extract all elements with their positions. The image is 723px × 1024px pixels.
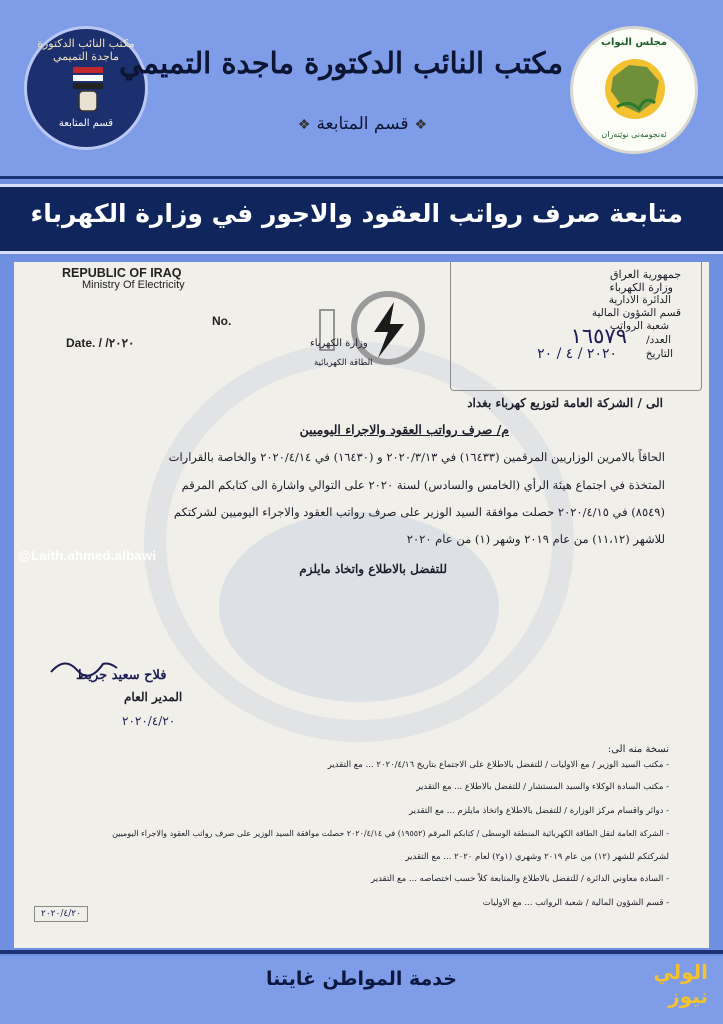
cc-title: نسخة منه الى: bbox=[607, 744, 669, 755]
letter-body-line-0: الحاقاً بالامرين الوزاريين المرقمين (١٦٤٣٣) في ٢٠٢٠/٣/١٣ و (١٦٤٣٠) في ٢٠٢٠/٤/١٤ والخاصة بالقرارات bbox=[168, 450, 665, 464]
news-brand-logo bbox=[620, 956, 712, 1008]
ar-header-4: شعبة الرواتب bbox=[609, 320, 669, 332]
ornament-icon: ❖ bbox=[297, 117, 311, 133]
social-watermark: @Laith.ahmed.albawi bbox=[18, 548, 157, 563]
header bbox=[0, 0, 723, 176]
signatory-name: فلاح سعيد جريط bbox=[76, 668, 167, 683]
ar-header-0: جمهورية العراق bbox=[609, 268, 681, 281]
ar-header-3: قسم الشؤون المالية bbox=[591, 307, 681, 319]
handwritten-date: ٢٠٢٠ / ٤ / ٢٠ bbox=[537, 346, 617, 362]
office-logo-ring-text: مكتب النائب الدكتورة ماجدة التميمي bbox=[37, 37, 135, 63]
footer-slogan: خدمة المواطن غايتنا bbox=[266, 968, 457, 990]
parliament-logo-bottom-text: ئەنجومەنی نوێنەران bbox=[601, 130, 667, 139]
header-divider bbox=[0, 176, 723, 179]
cc-line-6: - قسم الشؤون المالية / شعبة الرواتب ... مع الاوليات bbox=[482, 898, 669, 908]
title-banner bbox=[0, 184, 723, 254]
office-logo bbox=[24, 26, 148, 150]
footer bbox=[0, 956, 723, 1024]
letter-body-line-1: المتخذة في اجتماع هيئة الرأي (الخامس والسادس) لسنة ٢٠٢٠ على التوالي واشارة الى كتابكم المرقم bbox=[181, 478, 665, 492]
letter-body-line-2: (٨٥٤٩) في ٢٠٢٠/٤/١٥ حصلت موافقة السيد الوزير على صرف رواتب العقود والاجراء اليوميين لشركتكم bbox=[173, 505, 665, 519]
banner-title: متابعة صرف رواتب العقود والاجور في وزارة الكهرباء bbox=[30, 199, 683, 228]
news-brand-text: الولي نيوز bbox=[653, 960, 708, 1008]
handwritten-number: ١٦٥٧٩ bbox=[570, 324, 627, 348]
cc-line-3: - الشركة العامة لنقل الطاقة الكهربائية المنطقة الوسطى / كتابكم المرقم (١٩٥٥٢) في ٢٠٢٠/٤/١٤ حصلت موافقة السيد الوزير على صرف رواتب العقود والاجراء اليوميين bbox=[112, 829, 669, 838]
raised-fist-icon bbox=[69, 63, 107, 115]
parliament-logo-top-text: مجلس النواب bbox=[600, 37, 668, 48]
en-ministry: Ministry Of Electricity bbox=[82, 279, 185, 291]
en-republic: REPUBLIC OF IRAQ bbox=[62, 266, 182, 280]
cc-line-1: - مكتب السادة الوكلاء والسيد المستشار / للتفضل بالاطلاع ... مع التقدير bbox=[416, 782, 669, 792]
letter-subject: م/ صرف رواتب العقود والاجراء اليوميين bbox=[299, 422, 509, 437]
cc-line-2: - دوائر واقسام مركز الوزارة / للتفضل بالاطلاع واتخاذ مايلزم ... مع التقدير bbox=[408, 806, 669, 816]
en-date-label: Date. / /٢٠٢٠ bbox=[66, 336, 135, 350]
scanned-letter bbox=[14, 262, 709, 948]
office-subtitle bbox=[162, 114, 563, 134]
letter-body-line-3: للاشهر (١١،١٢) من عام ٢٠١٩ وشهر (١) من عام ٢٠٢٠ bbox=[406, 532, 665, 546]
office-subtitle-text: قسم المتابعة bbox=[316, 114, 409, 134]
emblem-caption: الطاقة الكهربائية bbox=[314, 358, 373, 368]
emblem-label: وزارة الكهرباء bbox=[310, 338, 368, 349]
office-logo-subtitle: قسم المتابعة bbox=[58, 118, 114, 129]
corner-note: ٢٠٢٠/٤/٢٠ bbox=[34, 906, 88, 922]
ar-header-6: التاريخ bbox=[645, 348, 673, 360]
footer-divider bbox=[0, 950, 723, 954]
letter-addressee: الى / الشركة العامة لتوزيع كهرباء بغداد bbox=[467, 396, 663, 410]
cc-line-5: - السادة معاوني الدائرة / للتفضل بالاطلاع والمتابعة كلاً حسب اختصاصه ... مع التقدير bbox=[371, 874, 669, 884]
letter-closing: للتفضل بالاطلاع واتخاذ مايلزم bbox=[299, 562, 447, 576]
ornament-icon: ❖ bbox=[414, 117, 428, 133]
en-number-label: No. bbox=[212, 314, 232, 328]
ar-header-2: الدائرة الادارية bbox=[608, 294, 671, 306]
parliament-logo bbox=[570, 26, 698, 154]
signature-date: ٢٠٢٠/٤/٢٠ bbox=[122, 714, 176, 728]
ar-header-1: وزارة الكهرباء bbox=[609, 281, 673, 294]
iraq-map-icon bbox=[599, 55, 671, 123]
cc-line-4: لشركتكم للشهر (١٢) من عام ٢٠١٩ وشهري (١و٢) لعام ٢٠٢٠ ... مع التقدير bbox=[405, 852, 669, 862]
cc-line-0: - مكتب السيد الوزير / مع الاوليات / للتفضل بالاطلاع على الاجتماع بتاريخ ٢٠٢٠/٤/١٦ ... مع التقدير bbox=[327, 760, 669, 770]
ar-header-5: العدد/ bbox=[646, 334, 671, 346]
signatory-title: المدير العام bbox=[124, 690, 183, 704]
office-title: مكتب النائب الدكتورة ماجدة التميمي bbox=[119, 46, 563, 80]
